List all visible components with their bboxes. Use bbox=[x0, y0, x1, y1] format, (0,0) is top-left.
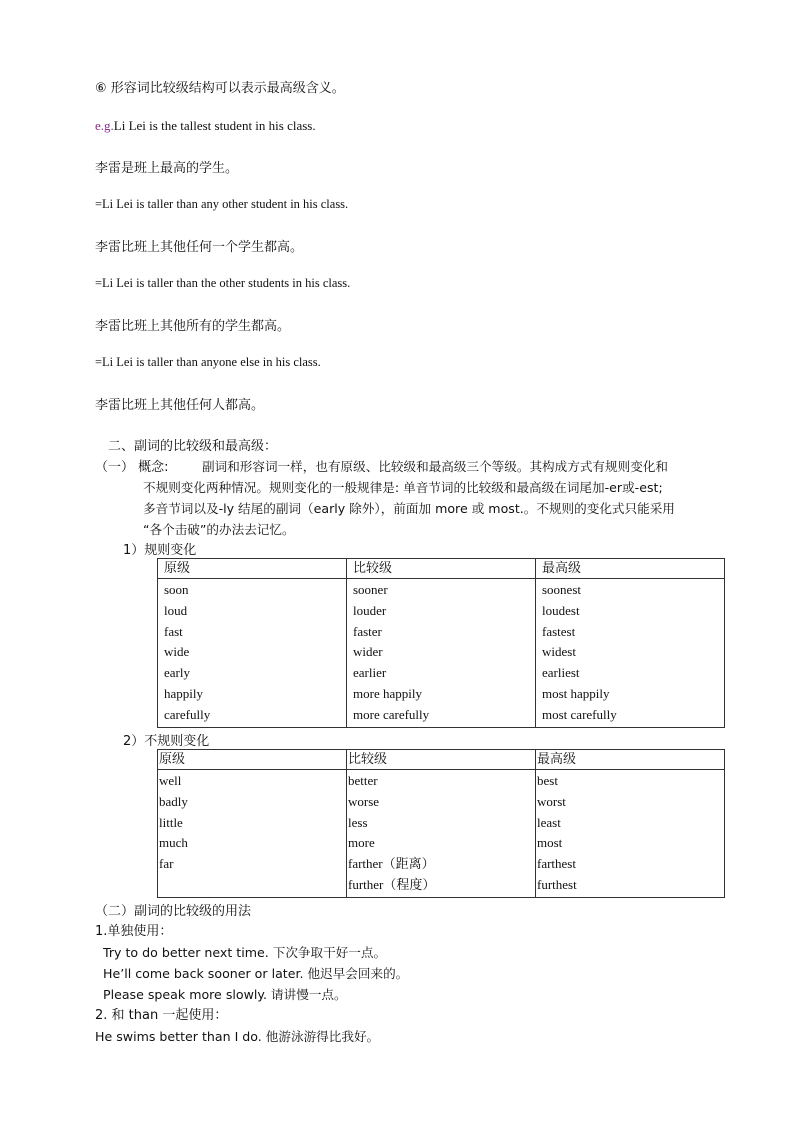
table-cell: furthest bbox=[537, 876, 577, 892]
translation-line: 李雷比班上其他任何人都高。 bbox=[95, 398, 265, 413]
usage2-label: 2. 和 than 一起使用： bbox=[95, 1008, 228, 1023]
table-cell: little bbox=[159, 814, 183, 830]
table-cell bbox=[159, 875, 345, 896]
table-cell: farther（距离） bbox=[348, 856, 435, 872]
translation-line: 李雷比班上其他任何一个学生都高。 bbox=[95, 240, 304, 255]
intro-heading: ⑥ 形容词比较级结构可以表示最高级含义。 bbox=[95, 81, 345, 96]
example-line bbox=[95, 118, 316, 134]
comparative-column bbox=[347, 579, 536, 728]
table-cell: faster bbox=[353, 623, 382, 639]
superlative-column bbox=[536, 579, 725, 728]
base-column bbox=[158, 579, 347, 728]
usage-example: He’ll come back sooner or later. 他迟早会回来的。 bbox=[103, 966, 409, 981]
translation-line: 李雷比班上其他所有的学生都高。 bbox=[95, 319, 291, 334]
header-base: 原级 bbox=[158, 559, 347, 579]
comparative-column bbox=[347, 770, 536, 898]
table-cell: most bbox=[537, 835, 563, 851]
regular-label: 1）规则变化 bbox=[123, 543, 197, 558]
table-cell: most happily bbox=[542, 685, 610, 701]
irregular-label: 2）不规则变化 bbox=[123, 734, 210, 749]
table-cell: far bbox=[159, 856, 174, 872]
table-cell: better bbox=[348, 773, 378, 788]
table-cell: wide bbox=[164, 644, 190, 660]
example-line: =Li Lei is taller than anyone else in his class. bbox=[95, 355, 321, 369]
table-cell: early bbox=[164, 665, 190, 681]
table-cell: carefully bbox=[164, 706, 211, 722]
concept-line: 副词和形容词一样，也有原级、比较级和最高级三个等级。其构成方式有规则变化和 bbox=[202, 459, 668, 474]
usage1-label: 1.单独使用： bbox=[95, 924, 173, 939]
usage-example: Try to do better next time. 下次争取干好一点。 bbox=[103, 945, 387, 960]
header-superlative: 最高级 bbox=[536, 559, 725, 579]
eg-sentence: Li Lei is the tallest student in his class. bbox=[113, 118, 316, 133]
concept-line: “各个击破”的办法去记忆。 bbox=[143, 522, 295, 537]
usage-example: He swims better than I do. 他游泳游得比我好。 bbox=[95, 1029, 380, 1044]
translation-line: 李雷是班上最高的学生。 bbox=[95, 161, 239, 176]
table-cell: best bbox=[537, 773, 558, 788]
table-cell: badly bbox=[159, 793, 188, 809]
concept-line: 多音节词以及-ly 结尾的副词（early 除外），前面加 more 或 most.。不规则的变化式只能采用 bbox=[143, 501, 675, 516]
table-cell: least bbox=[537, 814, 561, 830]
header-comparative: 比较级 bbox=[347, 559, 536, 579]
example-line: =Li Lei is taller than the other students in his class. bbox=[95, 276, 351, 290]
table-cell: less bbox=[348, 814, 368, 830]
table-cell: fastest bbox=[542, 623, 576, 639]
section-title: 二、副词的比较级和最高级： bbox=[108, 439, 278, 454]
table-cell: wider bbox=[353, 644, 383, 660]
table-cell: farthest bbox=[537, 856, 576, 872]
table-cell: more bbox=[348, 835, 375, 851]
table-cell: most carefully bbox=[542, 706, 617, 722]
table-cell: worse bbox=[348, 793, 380, 809]
table-cell: happily bbox=[164, 685, 203, 701]
table-cell: further（程度） bbox=[348, 876, 436, 892]
table-cell: well bbox=[159, 773, 182, 788]
table-cell: sooner bbox=[353, 582, 388, 597]
table-cell: earlier bbox=[353, 665, 387, 681]
table-cell: more happily bbox=[353, 685, 422, 701]
table-cell: worst bbox=[537, 793, 566, 809]
header-superlative: 最高级 bbox=[536, 750, 725, 770]
eg-label: e.g. bbox=[95, 118, 114, 133]
base-column bbox=[158, 770, 347, 898]
usage-example: Please speak more slowly. 请讲慢一点。 bbox=[103, 987, 347, 1002]
table-cell: soon bbox=[164, 582, 189, 597]
irregular-table bbox=[157, 749, 725, 898]
table-cell: louder bbox=[353, 602, 387, 618]
concept-label: （一） 概念: bbox=[95, 460, 169, 475]
concept-line: 不规则变化两种情况。规则变化的一般规律是: 单音节词的比较级和最高级在词尾加-er或-est; bbox=[143, 480, 663, 495]
regular-table bbox=[157, 558, 725, 728]
table-cell: soonest bbox=[542, 582, 581, 597]
table-cell: widest bbox=[542, 644, 576, 660]
usage-title: （二）副词的比较级的用法 bbox=[95, 904, 252, 919]
table-cell: earliest bbox=[542, 665, 580, 681]
header-base: 原级 bbox=[158, 750, 347, 770]
table-cell: much bbox=[159, 835, 188, 851]
table-cell: more carefully bbox=[353, 706, 430, 722]
example-line: =Li Lei is taller than any other student in his class. bbox=[95, 197, 349, 211]
table-cell: loudest bbox=[542, 602, 580, 618]
header-comparative: 比较级 bbox=[347, 750, 536, 770]
table-cell: loud bbox=[164, 602, 188, 618]
table-cell: fast bbox=[164, 623, 183, 639]
superlative-column bbox=[536, 770, 725, 898]
